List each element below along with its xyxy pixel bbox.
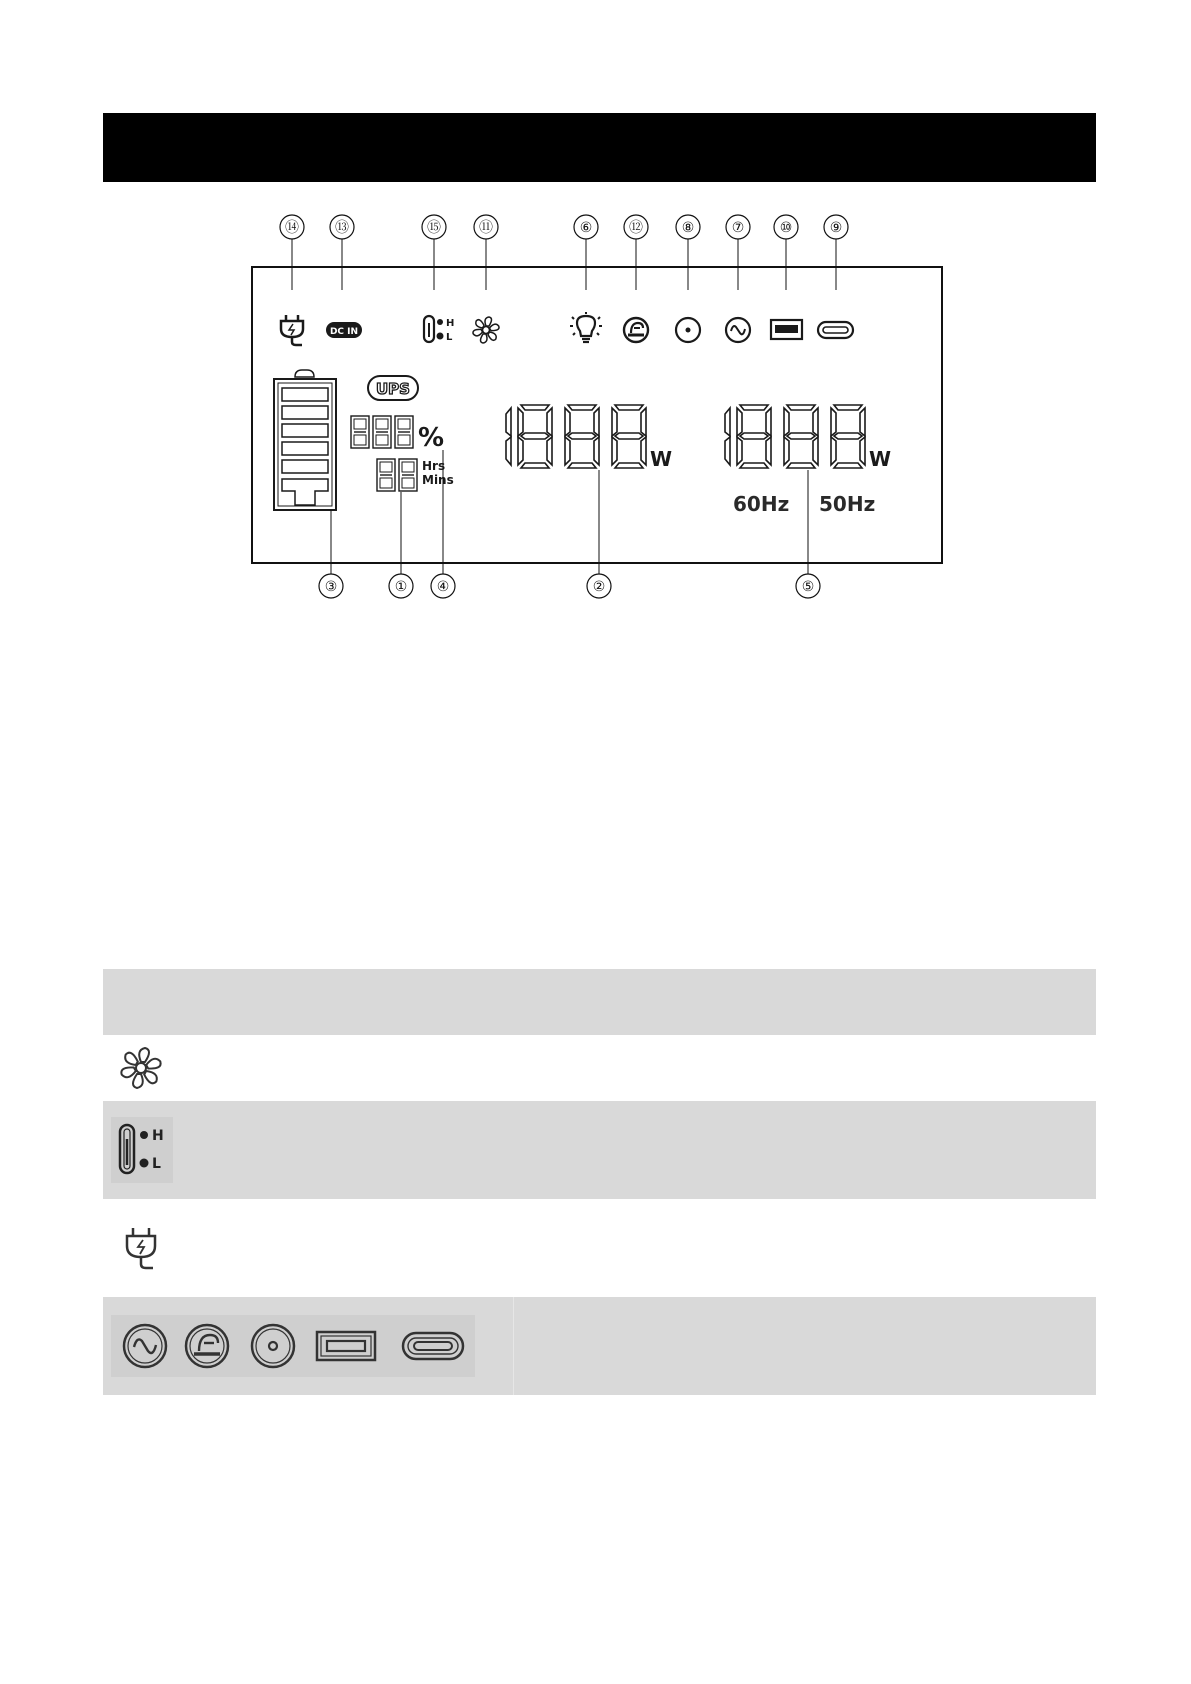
legend-row-ac-input — [103, 1199, 1096, 1297]
callout-7-label: ⑦ — [731, 220, 745, 236]
car-charger-icon — [624, 318, 648, 342]
hrs-label: Hrs — [422, 459, 446, 473]
legend-temp-low-label: L — [152, 1156, 161, 1172]
thermometer-icon — [111, 1117, 173, 1183]
callout-5-label: ⑤ — [801, 579, 815, 595]
legend-temp-high-label: H — [152, 1128, 164, 1144]
callout-6-label: ⑥ — [579, 220, 593, 236]
legend-row-outputs — [103, 1297, 1096, 1395]
plug-icon — [281, 315, 303, 345]
callout-2-label: ② — [592, 579, 606, 595]
callouts-bottom — [319, 450, 820, 598]
callout-14-label: ⑭ — [285, 220, 299, 236]
remaining-time-digits — [377, 459, 454, 491]
ac-sine-icon — [124, 1325, 166, 1367]
section-header-bar — [103, 113, 1096, 182]
callout-9-label: ⑨ — [829, 220, 843, 236]
input-watt-unit: W — [650, 447, 673, 471]
callout-11-label: ⑪ — [479, 220, 493, 236]
temp-low-label: L — [446, 332, 453, 343]
callouts-top — [280, 215, 848, 290]
legend-row-temperature — [103, 1101, 1096, 1199]
mins-label: Mins — [422, 473, 454, 487]
column-divider — [513, 1297, 514, 1395]
percent-sign: % — [418, 423, 445, 453]
usb-c-icon — [403, 1333, 463, 1359]
legend-header-row — [103, 969, 1096, 1035]
callout-13-label: ⑬ — [335, 220, 349, 236]
ac-sine-icon — [726, 318, 750, 342]
freq-50hz-label: 50Hz — [819, 492, 876, 516]
callout-10-label: ⑩ — [779, 220, 793, 236]
usb-a-icon — [771, 320, 802, 339]
ups-label: UPS — [376, 380, 410, 398]
battery-percent-digits — [351, 416, 444, 453]
usb-a-icon — [317, 1332, 375, 1360]
car-charger-icon — [186, 1325, 228, 1367]
fan-icon — [111, 1040, 171, 1096]
temp-high-label: H — [446, 318, 455, 329]
callout-4-label: ④ — [436, 579, 450, 595]
battery-gauge — [274, 370, 336, 510]
light-bulb-icon — [570, 312, 602, 342]
usb-c-icon — [818, 322, 853, 338]
fan-icon — [472, 317, 500, 343]
dc-in-label: DC IN — [329, 327, 359, 337]
plug-icon — [111, 1218, 171, 1278]
dc-port-icon — [252, 1325, 294, 1367]
output-watt-unit: W — [869, 447, 892, 471]
freq-60hz-label: 60Hz — [733, 492, 790, 516]
input-wattage-digits — [506, 405, 672, 471]
lcd-frame — [252, 267, 942, 563]
lcd-display-diagram — [240, 205, 960, 610]
output-icons-group — [111, 1315, 475, 1377]
callout-15-label: ⑮ — [427, 220, 441, 236]
dc-in-icon — [326, 322, 362, 338]
callout-3-label: ③ — [324, 579, 338, 595]
output-wattage-digits — [725, 405, 891, 471]
dc-port-icon — [676, 318, 700, 342]
callout-12-label: ⑫ — [629, 220, 643, 236]
thermometer-icon — [424, 316, 454, 343]
callout-1-label: ① — [394, 579, 408, 595]
callout-8-label: ⑧ — [681, 220, 695, 236]
icon-legend-table — [103, 969, 1096, 1395]
ups-badge — [368, 376, 418, 400]
legend-row-fan — [103, 1035, 1096, 1101]
